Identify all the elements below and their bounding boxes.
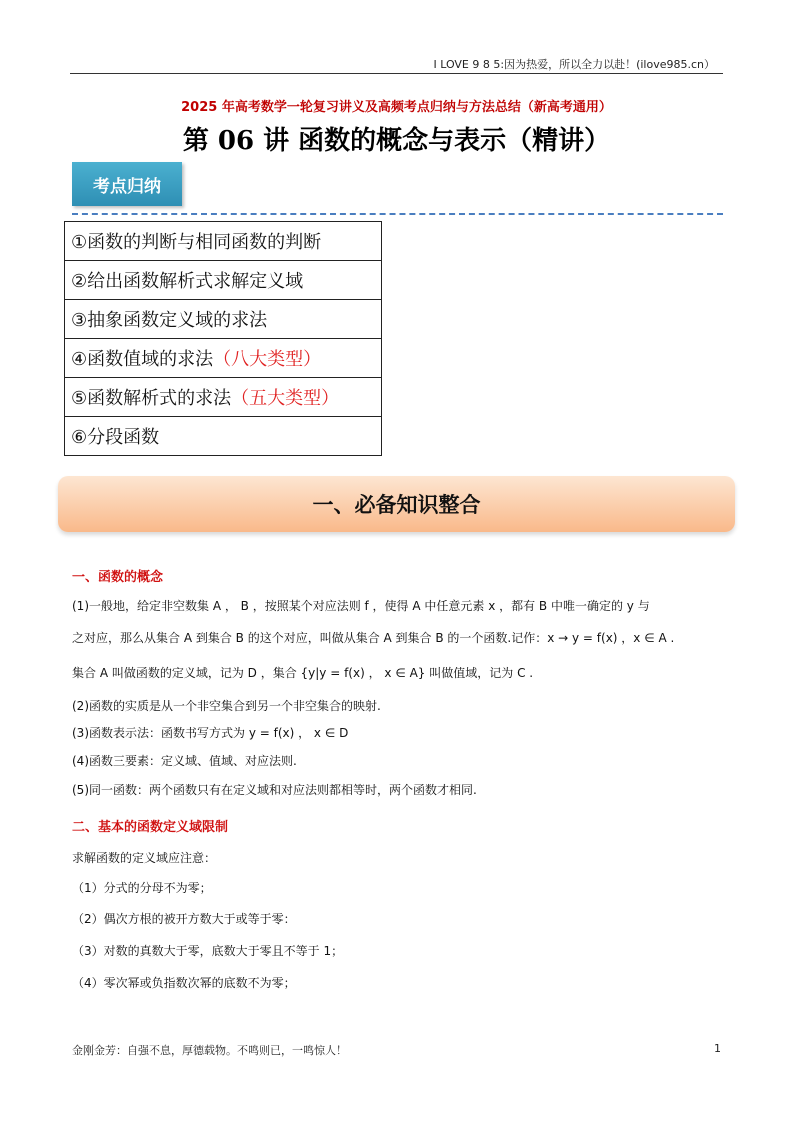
footer-motto: 金刚金芳：自强不息，厚德载物。不鸣则已，一鸣惊人！ xyxy=(72,1044,347,1057)
document-subtitle: 2025 年高考数学一轮复习讲义及高频考点归纳与方法总结（新高考通用） xyxy=(181,100,612,115)
topic-text: ④函数值域的求法 xyxy=(71,349,214,370)
document-title: 第 06 讲 函数的概念与表示（精讲） xyxy=(182,126,611,156)
topic-row xyxy=(65,300,382,339)
domain-limit-item: （3）对数的真数大于零，底数大于零且不等于 1； xyxy=(72,944,344,958)
domain-limit-item: （4）零次幂或负指数次幂的底数不为零； xyxy=(72,976,296,990)
topic-text: ⑥分段函数 xyxy=(71,427,160,448)
topic-text: ①函数的判断与相同函数的判断 xyxy=(71,232,322,253)
header-rule xyxy=(70,73,723,74)
topics-badge: 考点归纳 xyxy=(72,162,182,206)
concept-line-7: (5)同一函数：两个函数只有在定义域和对应法则都相等时，两个函数才相同. xyxy=(72,783,477,797)
topic-note: （八大类型） xyxy=(213,349,322,370)
dashed-divider xyxy=(72,213,723,215)
topic-row xyxy=(65,417,382,456)
topic-text: ③抽象函数定义域的求法 xyxy=(71,310,268,331)
topic-row xyxy=(65,339,382,378)
topic-text: ②给出函数解析式求解定义域 xyxy=(71,271,304,292)
topic-note: （五大类型） xyxy=(231,388,340,409)
concept-line-3: 集合 A 叫做函数的定义域，记为 D ，集合 {y|y = f(x) ， x ∈ A} 叫做值域，记为 C . xyxy=(72,666,534,680)
concept-line-5: (3)函数表示法：函数书写方式为 y = f(x) ， x ∈ D xyxy=(72,726,349,740)
concept-line-6: (4)函数三要素：定义域、值域、对应法则. xyxy=(72,754,297,768)
concept-line-1: (1)一般地，给定非空数集 A ， B ，按照某个对应法则 f ，使得 A 中任意元素 x ，都有 B 中唯一确定的 y 与 xyxy=(72,599,650,613)
section-banner: 一、必备知识整合 xyxy=(58,476,735,532)
page-number: 1 xyxy=(714,1042,721,1055)
header-site-text: I LOVE 9 8 5:因为热爱，所以全力以赴！(ilove985.cn） xyxy=(433,58,715,71)
topic-row xyxy=(65,222,382,261)
topic-row xyxy=(65,378,382,417)
domain-limits-heading: 二、基本的函数定义域限制 xyxy=(72,820,229,835)
domain-limits-intro: 求解函数的定义域应注意： xyxy=(72,851,217,865)
concept-heading: 一、函数的概念 xyxy=(72,570,164,585)
topic-text: ⑤函数解析式的求法 xyxy=(71,388,232,409)
domain-limit-item: （1）分式的分母不为零； xyxy=(72,881,212,895)
concept-line-2: 之对应，那么从集合 A 到集合 B 的这个对应，叫做从集合 A 到集合 B 的一个函数.记作：x → y = f(x) ，x ∈ A . xyxy=(72,631,675,645)
domain-limit-item: （2）偶次方根的被开方数大于或等于零： xyxy=(72,912,296,926)
topic-row xyxy=(65,261,382,300)
concept-line-4: (2)函数的实质是从一个非空集合到另一个非空集合的映射. xyxy=(72,699,381,713)
topics-table xyxy=(64,221,382,456)
